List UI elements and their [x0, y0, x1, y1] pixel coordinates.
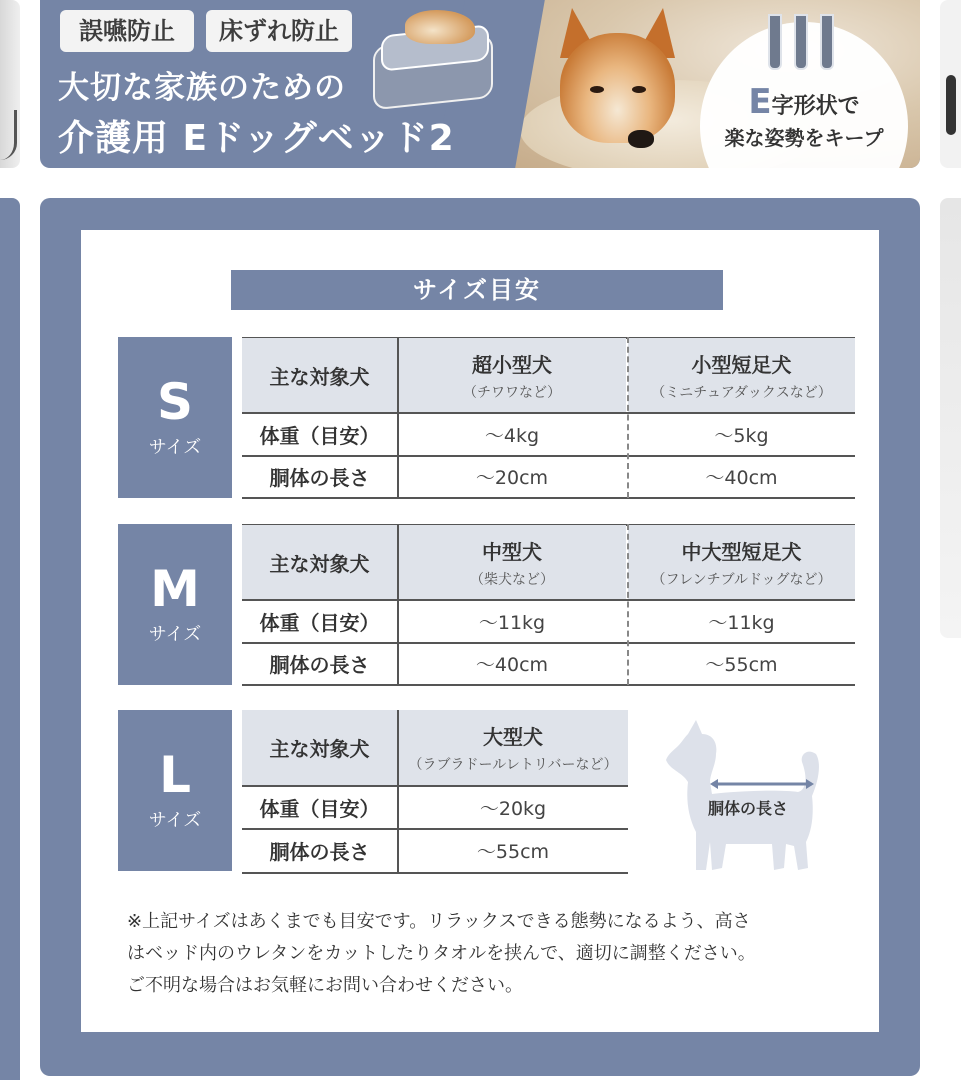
weight-cell: 〜11kg	[708, 611, 775, 634]
breed-cell: 大型犬 （ラブラドールレトリバーなど）	[398, 710, 628, 785]
feature-tag-aspiration: 誤嚥防止	[60, 10, 194, 52]
size-note	[127, 906, 847, 1002]
shiba-dog-image	[550, 8, 680, 148]
length-cell: 〜55cm	[705, 654, 778, 676]
size-guide-panel	[81, 230, 879, 1032]
weight-cell: 〜4kg	[484, 424, 540, 447]
next-banner-edge[interactable]	[940, 0, 961, 168]
badge-letter: E	[748, 82, 772, 122]
size-table-l	[242, 710, 628, 873]
dog-silhouette-icon	[666, 720, 821, 875]
row-label-length: 胴体の長さ	[269, 840, 370, 864]
row-label-weight: 体重（目安）	[259, 796, 380, 821]
breed-cell: 超小型犬 （チワワなど）	[398, 338, 626, 412]
row-label-length: 胴体の長さ	[269, 466, 370, 490]
size-label-l: L サイズ	[118, 710, 232, 871]
banner-subtitle: 大切な家族のための	[58, 70, 346, 106]
note-line: ※上記サイズはあくまでも目安です。リラックスできる態勢になるよう、高さ	[127, 911, 751, 932]
weight-cell: 〜11kg	[478, 611, 546, 634]
badge-text-line1: E字形状で	[748, 82, 860, 122]
row-label-weight: 体重（目安）	[259, 423, 380, 448]
breed-cell: 小型短足犬 （ミニチュアダックスなど）	[628, 338, 855, 412]
body-length-label: 胴体の長さ	[708, 799, 789, 818]
prev-banner-edge[interactable]	[0, 0, 20, 168]
length-cell: 〜20cm	[475, 467, 549, 489]
note-line: はベッド内のウレタンをカットしたりタオルを挟んで、適切に調整ください。	[127, 943, 756, 964]
row-label-target: 主な対象犬	[242, 338, 397, 412]
size-guide-title: サイズ目安	[231, 270, 723, 310]
size-label-m: M サイズ	[118, 524, 232, 685]
row-label-weight: 体重（目安）	[259, 610, 380, 635]
prev-card-edge[interactable]	[0, 198, 20, 1080]
note-line: ご不明な場合はお気軽にお問い合わせください。	[127, 975, 523, 996]
breed-cell: 中大型短足犬 （フレンチブルドッグなど）	[628, 525, 855, 599]
row-label-length: 胴体の長さ	[269, 653, 370, 677]
length-cell: 〜40cm	[705, 467, 778, 489]
banner-title: 介護用 Eドッグベッド2	[58, 118, 455, 159]
next-card-edge[interactable]	[940, 198, 961, 638]
length-cell: 〜40cm	[475, 654, 549, 676]
row-label-target: 主な対象犬	[242, 525, 397, 599]
size-table-m	[242, 524, 855, 685]
size-guide-card	[40, 198, 920, 1076]
e-shape-bed-icon	[768, 14, 838, 70]
row-label-target: 主な対象犬	[242, 710, 397, 785]
length-cell: 〜55cm	[476, 841, 550, 863]
size-label-s: S サイズ	[118, 337, 232, 498]
badge-text-line2: 楽な姿勢をキープ	[724, 126, 884, 150]
weight-cell: 〜20kg	[479, 797, 547, 820]
bed-with-dog-image	[365, 6, 505, 110]
size-table-s	[242, 337, 855, 498]
breed-cell: 中型犬 （柴犬など）	[398, 525, 626, 599]
feature-tag-bedsore: 床ずれ防止	[206, 10, 352, 52]
product-banner[interactable]	[40, 0, 920, 168]
weight-cell: 〜5kg	[714, 424, 769, 447]
